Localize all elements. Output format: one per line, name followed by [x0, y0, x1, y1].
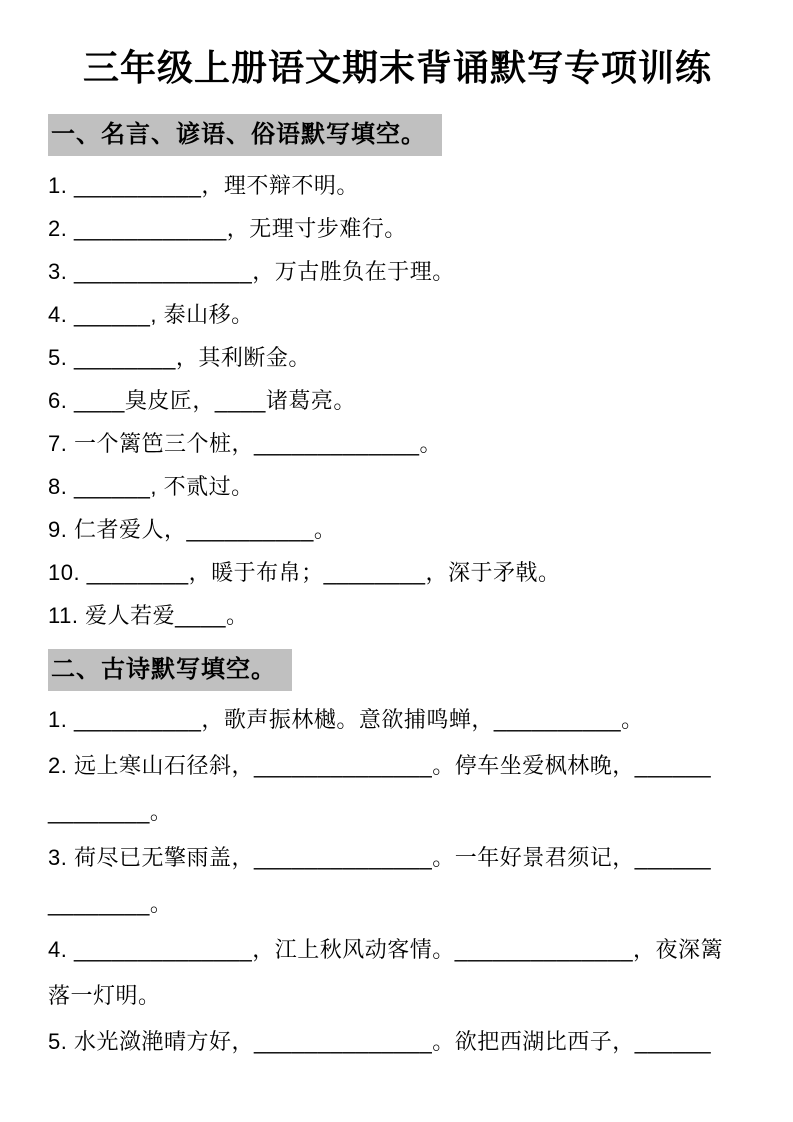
worksheet-line: 5. 水光潋滟晴方好，______________。欲把西湖比西子，______: [48, 1029, 712, 1054]
worksheet-line: 10. ________，暖于布帛；________，深于矛戟。: [48, 560, 561, 585]
worksheet-line: 1. __________，理不辩不明。: [48, 173, 359, 198]
section-2-heading: 二、古诗默写填空。: [48, 649, 292, 691]
worksheet-line: 4. ______, 泰山移。: [48, 302, 254, 327]
page-title: 三年级上册语文期末背诵默写专项训练: [82, 47, 712, 88]
worksheet-line: 2. 远上寒山石径斜，______________。停车坐爱枫林晚，______ ________。: [48, 753, 712, 824]
worksheet-line: 4. ______________，江上秋风动客情。______________，夜深篱 落一灯明。: [48, 937, 724, 1008]
worksheet-line: 5. ________，其利断金。: [48, 345, 311, 370]
worksheet-line: 1. __________，歌声振林樾。意欲捕鸣蝉，__________。: [48, 707, 644, 732]
worksheet-line: 11. 爱人若爱____。: [48, 603, 249, 628]
worksheet-line: 7. 一个篱笆三个桩，_____________。: [48, 431, 443, 456]
worksheet-line: 3. 荷尽已无擎雨盖，______________。一年好景君须记，______ ________。: [48, 845, 712, 916]
worksheet-line: 9. 仁者爱人，__________。: [48, 517, 337, 542]
worksheet-line: 6. ____臭皮匠，____诸葛亮。: [48, 388, 356, 413]
section-1-heading: 一、名言、谚语、俗语默写填空。: [48, 114, 442, 156]
section-1-items: [48, 164, 747, 637]
section-ancient-poems: [48, 637, 747, 1065]
worksheet-line: 8. ______, 不贰过。: [48, 474, 254, 499]
worksheet-line: 3. ______________，万古胜负在于理。: [48, 259, 455, 284]
section-famous-sayings: [48, 114, 747, 637]
worksheet-line: 2. ____________，无理寸步难行。: [48, 216, 407, 241]
section-2-items: [48, 697, 747, 1065]
